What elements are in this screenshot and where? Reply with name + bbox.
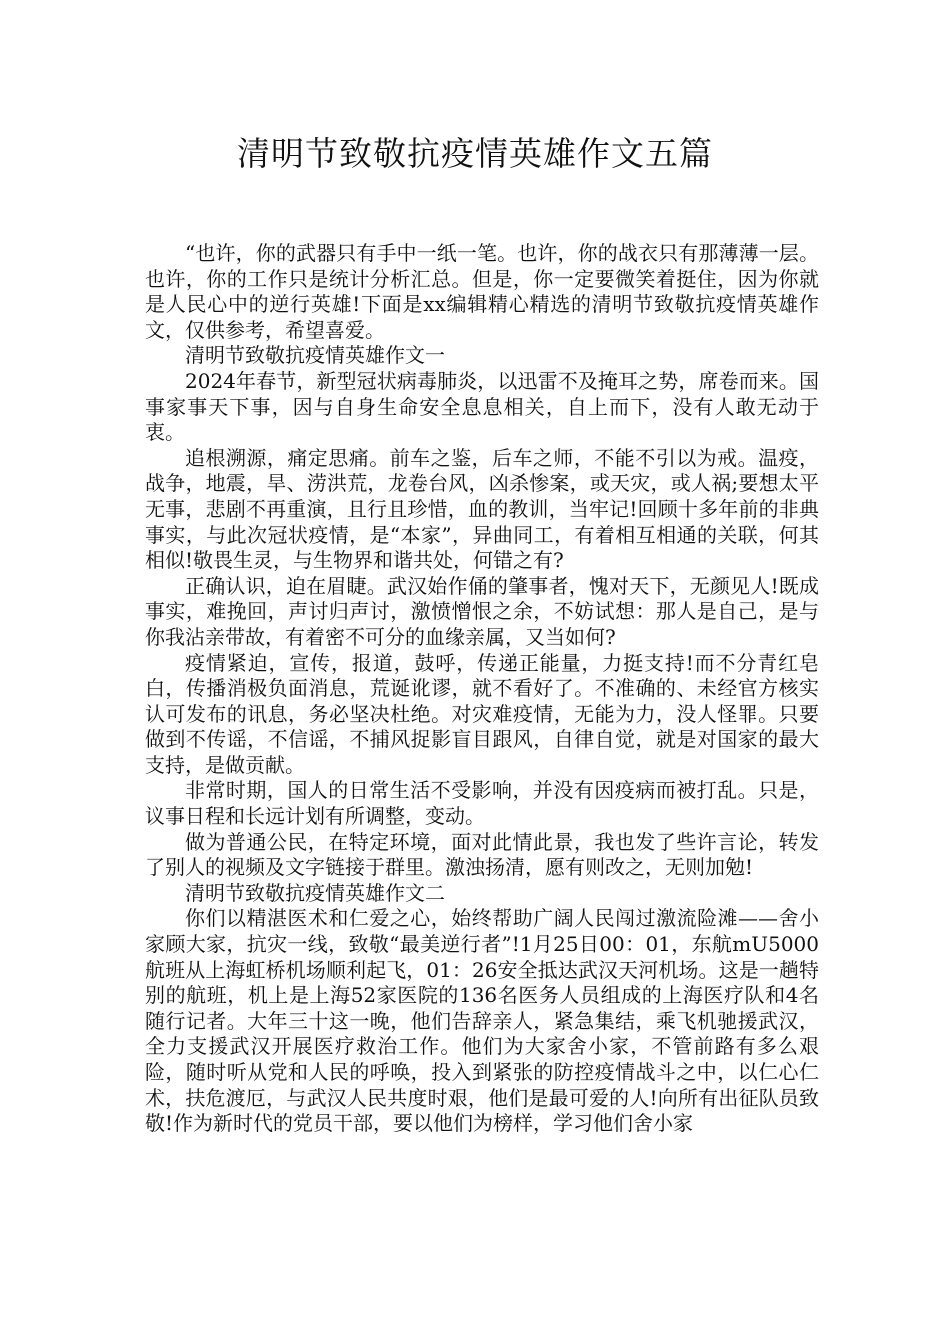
paragraph: 2024年春节，新型冠状病毒肺炎，以迅雷不及掩耳之势，席卷而来。国事家事天下事，因与自身生命安全息息相关，自上而下，没有人敢无动于衷。 <box>145 368 819 445</box>
section-heading-2: 清明节致敬抗疫情英雄作文二 <box>185 880 445 905</box>
document-title: 清明节致敬抗疫情英雄作文五篇 <box>237 134 713 173</box>
paragraph: 正确认识，迫在眉睫。武汉始作俑的肇事者，愧对天下，无颜见人!既成事实，难挽回，声讨归声讨，激愤憎恨之余，不妨试想：那人是自己，是与你我沾亲带故，有着密不可分的血缘亲属，又当如何? <box>145 573 819 649</box>
document-body <box>145 241 819 1137</box>
paragraph: 你们以精湛医术和仁爱之心，始终帮助广阔人民闯过激流险滩——舍小家顾大家，抗灾一线，致敬“最美逆行者”!1月25日00：01，东航mU5000航班从上海虹桥机场顺利起飞，01：26安全抵达武汉天河机场。这是一趟特别的航班，机上是上海52家医院的136名医务人员组成的上海医疗队和4名随行记者。大年三十这一晚，他们告辞亲人，紧急集结，乘飞机驰援武汉，全力支援武汉开展医疗救治工作。他们为大家舍小家，不管前路有多么艰险，随时听从党和人民的呼唤，投入到紧张的防控疫情战斗之中，以仁心仁术，扶危渡厄，与武汉人民共度时艰，他们是最可爱的人!向所有出征队员致敬!作为新时代的党员干部，要以他们为榜样，学习他们舍小家 <box>145 906 819 1136</box>
paragraph: 做为普通公民，在特定环境，面对此情此景，我也发了些许言论，转发了别人的视频及文字链接于群里。激浊扬清，愿有则改之，无则加勉! <box>145 829 819 880</box>
intro-paragraph: “也许，你的武器只有手中一纸一笔。也许，你的战衣只有那薄薄一层。也许，你的工作只是统计分析汇总。但是，你一定要微笑着挺住，因为你就是人民心中的逆行英雄!下面是xx编辑精心精选的清明节致敬抗疫情英雄作文，仅供参考，希望喜爱。 <box>145 241 819 342</box>
paragraph: 疫情紧迫，宣传，报道，鼓呼，传递正能量，力挺支持!而不分青红皂白，传播消极负面消息，荒诞讹谬，就不看好了。不准确的、未经官方核实认可发布的讯息，务必坚决杜绝。对灾难疫情，无能为力，没人怪罪。只要做到不传谣，不信谣，不捕风捉影盲目跟风，自律自觉，就是对国家的最大支持，是做贡献。 <box>145 650 819 777</box>
paragraph: 追根溯源，痛定思痛。前车之鉴，后车之师，不能不引以为戒。温疫，战争，地震，旱、涝洪荒，龙卷台风，凶杀惨案，或天灾，或人祸;要想太平无事，悲剧不再重演，且行且珍惜，血的教训，当牢记!回顾十多年前的非典事实，与此次冠状疫情，是“本家”，异曲同工，有着相互相通的关联，何其相似!敬畏生灵，与生物界和谐共处，何错之有? <box>145 445 819 573</box>
paragraph: 非常时期，国人的日常生活不受影响，并没有因疫病而被打乱。只是，议事日程和长远计划有所调整，变动。 <box>145 778 819 829</box>
section-heading-1: 清明节致敬抗疫情英雄作文一 <box>185 343 445 368</box>
